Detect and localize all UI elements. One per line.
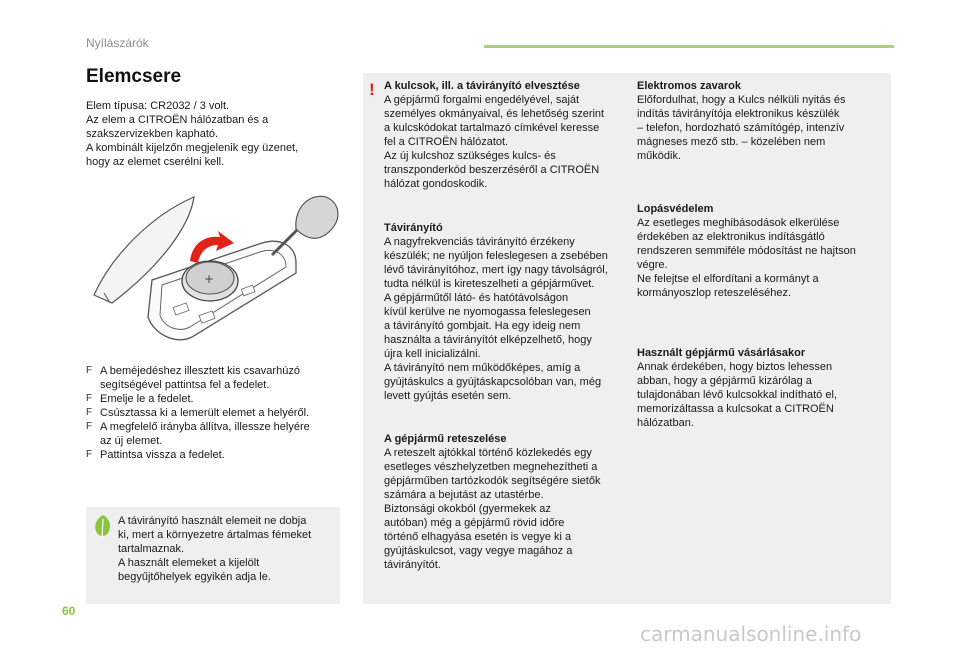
used-car-title: Használt gépjármű vásárlásakor	[637, 347, 806, 359]
lost-keys-line: hálózat gondoskodik.	[384, 178, 488, 190]
lost-keys-line: A gépjármű forgalmi engedélyével, saját	[384, 94, 580, 106]
theft-line: Az esetleges meghibásodások elkerülése	[637, 217, 840, 229]
theft-section	[637, 202, 856, 300]
locking-line: esetleges vészhelyzetben megnehezítheti a	[384, 461, 598, 473]
theft-line: érdekében az elektronikus indításgátló	[637, 231, 825, 243]
theft-line: rendszeren semmiféle módosítást ne hajtson	[637, 245, 856, 257]
remote-line: újra kell inicializálni.	[384, 348, 481, 360]
locking-line: Biztonsági okokból (gyermekek az	[384, 503, 551, 515]
step-line: A beméjedéshez illesztett kis csavarhúzó	[100, 365, 300, 377]
remote-line: gyújtáskulcs a gyújtáskapcsolóban van, még	[384, 376, 602, 388]
electrical-line: – telefon, hordozható számítógép, intenzív	[637, 122, 845, 134]
intro-text	[86, 99, 298, 169]
eco-note-line: tartalmaznak.	[118, 543, 185, 555]
used-car-section	[637, 346, 837, 430]
bullet-icon: F	[86, 393, 93, 404]
step-line: Csúsztassa ki a lemerült elemet a helyéről.	[100, 407, 310, 419]
bullet-icon: F	[86, 407, 93, 418]
step-item	[86, 392, 310, 406]
theft-line: kormányoszlop reteszeléséhez.	[637, 287, 792, 299]
lost-keys-line: Az új kulcshoz szükséges kulcs- és	[384, 150, 556, 162]
locking-line: gépjárműben tartózkodók segítségére sietők	[384, 475, 601, 487]
battery-replacement-illustration	[82, 185, 342, 350]
leaf-icon	[92, 513, 114, 539]
locking-line: történő elhagyása esetén is vegye ki a	[384, 531, 572, 543]
remote-line: A távirányító nem működőképes, amíg a	[384, 362, 581, 374]
electrical-line: Előfordulhat, hogy a Kulcs nélküli nyitás és	[637, 94, 846, 106]
step-line: Emelje le a fedelet.	[100, 393, 194, 405]
used-car-line: tulajdonában lévő kulcsokkal indítható el,	[637, 389, 837, 401]
electrical-line: működik.	[637, 150, 682, 162]
eco-note-line: ki, mert a környezetre ártalmas fémeket	[118, 529, 312, 541]
used-car-line: Annak érdekében, hogy biztos lehessen	[637, 361, 833, 373]
header-divider	[484, 45, 894, 48]
electrical-section	[637, 79, 846, 163]
page-title: Elemcsere	[86, 66, 182, 87]
intro-line: hogy az elemet cserélni kell.	[86, 156, 225, 168]
bullet-icon: F	[86, 365, 93, 376]
used-car-line: hálózatban.	[637, 417, 694, 429]
locking-line: számára a bejutást az utastérbe.	[384, 489, 544, 501]
eco-note-line: A használt elemeket a kijelölt	[118, 557, 260, 569]
locking-line: távirányítót.	[384, 559, 441, 571]
remote-line: használta a távirányítót elképzelhető, hogy	[384, 334, 592, 346]
bullet-icon: F	[86, 449, 93, 460]
remote-line: lévő távirányítóhoz, mert így nagy távolságról,	[384, 264, 608, 276]
electrical-line: mágneses mező stb. – közelében nem	[637, 136, 826, 148]
svg-text:+: +	[204, 272, 215, 286]
remote-line: A gépjárműtől látó- és hatótávolságon	[384, 292, 569, 304]
locking-line: A reteszelt ajtókkal történő közlekedés egy	[384, 447, 592, 459]
remote-line: kívül kerülve ne nyomogassa feleslegesen	[384, 306, 591, 318]
used-car-line: memorizáltassa a kulcsokat a CITROËN	[637, 403, 834, 415]
page-number: 60	[62, 604, 76, 618]
remote-line: levett gyújtás esetén sem.	[384, 390, 512, 402]
lost-keys-line: transzponderkód beszerzéséről a CITROËN	[384, 164, 600, 176]
intro-line: Az elem a CITROËN hálózatban és a	[86, 114, 269, 126]
electrical-title: Elektromos zavarok	[637, 80, 741, 92]
remote-title: Távirányító	[384, 222, 443, 234]
lost-keys-line: a kulcskódokat tartalmazó címkével keresse	[384, 122, 600, 134]
remote-section	[384, 221, 608, 403]
steps-list	[86, 364, 310, 462]
locking-line: autóban) még a gépjármű rövid időre	[384, 517, 565, 529]
remote-line: tudta nélkül is kireteszelheti a gépjárművet.	[384, 278, 595, 290]
eco-note-line: A távirányító használt elemeit ne dobja	[118, 515, 307, 527]
section-title: Nyílászárók	[86, 36, 149, 50]
eco-note-text	[118, 514, 311, 584]
remote-line: A nagyfrekvenciás távirányító érzékeny	[384, 236, 575, 248]
step-item	[86, 406, 310, 420]
theft-title: Lopásvédelem	[637, 203, 714, 215]
bullet-icon: F	[86, 421, 93, 432]
locking-line: gyújtáskulcsot, vagy vegye magához a	[384, 545, 573, 557]
step-line: az új elemet.	[100, 435, 163, 447]
theft-line: Ne felejtse el elfordítani a kormányt a	[637, 273, 819, 285]
step-item	[86, 364, 310, 392]
watermark: carmanualsonline.info	[640, 622, 862, 646]
lost-keys-section	[384, 79, 604, 191]
lost-keys-line: fel a CITROËN hálózatot.	[384, 136, 509, 148]
remote-line: a távirányító gombjait. Ha egy ideig nem	[384, 320, 581, 332]
intro-line: Elem típusa: CR2032 / 3 volt.	[86, 100, 230, 112]
step-item	[86, 448, 310, 462]
lost-keys-line: személyes okmányaival, és lehetőség szerint	[384, 108, 605, 120]
step-line: segítségével pattintsa fel a fedelet.	[100, 379, 270, 391]
step-line: A megfelelő irányba állítva, illessze helyére	[100, 421, 310, 433]
eco-note-line: begyűjtőhelyek egyikén adja le.	[118, 571, 271, 583]
step-item	[86, 420, 310, 448]
remote-line: készülék; ne nyúljon feleslegesen a zsebében	[384, 250, 608, 262]
electrical-line: indítás távirányítója elektronikus készülék	[637, 108, 840, 120]
intro-line: A kombinált kijelzőn megjelenik egy üzenet,	[86, 142, 299, 154]
used-car-line: abban, hogy a gépjármű kizárólag a	[637, 375, 812, 387]
step-line: Pattintsa vissza a fedelet.	[100, 449, 225, 461]
intro-line: szakszervizekben kapható.	[86, 128, 219, 140]
locking-section	[384, 432, 600, 572]
theft-line: végre.	[637, 259, 668, 271]
locking-title: A gépjármű reteszelése	[384, 433, 507, 445]
lost-keys-title: A kulcsok, ill. a távirányító elvesztése	[384, 80, 580, 92]
warning-icon: !	[369, 80, 375, 99]
